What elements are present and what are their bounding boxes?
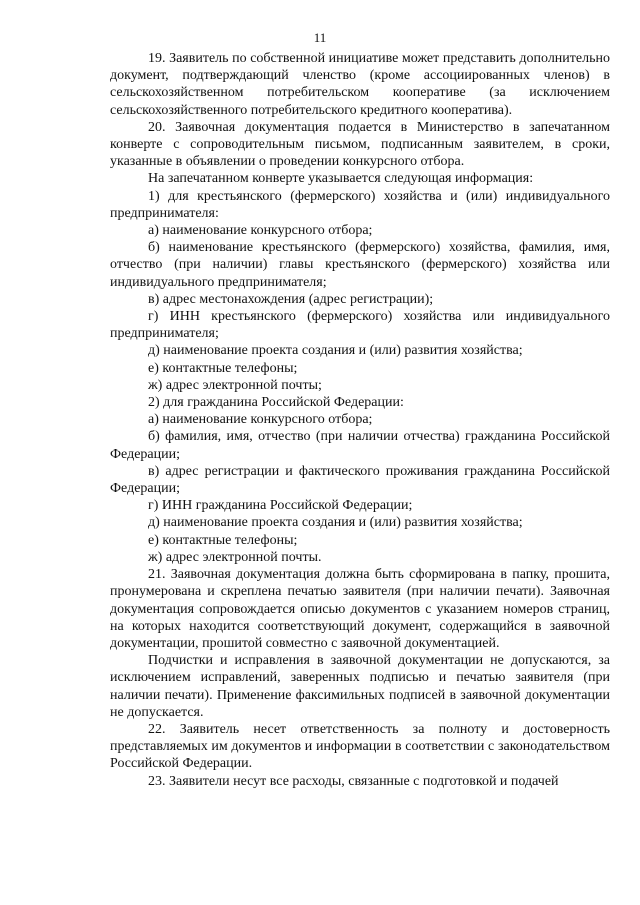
document-body bbox=[110, 50, 610, 790]
paragraph-envelope-info: На запечатанном конверте указывается следующая информация: bbox=[148, 171, 534, 187]
list-item: г) ИНН гражданина Российской Федерации; bbox=[148, 498, 413, 514]
list-item: д) наименование проекта создания и (или) развития хозяйства; bbox=[148, 343, 523, 359]
list-item: 1) для крестьянского (фермерского) хозяйства и (или) индивидуального предпринимателя: bbox=[110, 188, 610, 221]
page-number: 11 bbox=[313, 30, 327, 45]
list-item: в) адрес регистрации и фактического проживания гражданина Российской Федерации; bbox=[110, 463, 610, 497]
list-item: б) фамилия, имя, отчество (при наличии отчества) гражданина Российской Федерации; bbox=[110, 429, 610, 462]
list-item: д) наименование проекта создания и (или) развития хозяйства; bbox=[148, 515, 523, 531]
paragraph-20: 20. Заявочная документация подается в Министерство в запечатанном конверте с сопроводительным письмом, подписанным заявителем, в сроки, указанные в объявлении о проведении конкурсного отбора. bbox=[110, 119, 610, 170]
list-item: ж) адрес электронной почты; bbox=[148, 377, 322, 393]
paragraph-22: 22. Заявитель несет ответственность за полноту и достоверность представляемых им документов и информации в соответствии с законодательством Российской Федерации. bbox=[110, 721, 610, 772]
list-item: е) контактные телефоны; bbox=[148, 360, 298, 376]
list-item: е) контактные телефоны; bbox=[148, 532, 298, 548]
paragraph-19: 19. Заявитель по собственной инициативе может представить дополнительно документ, подтверждающий членство (кроме ассоциированных членов) в сельскохозяйственном потребительском кооперативе (за исключением сельскохозяйственного потребительского кредитного кооператива). bbox=[110, 51, 610, 118]
list-item: б) наименование крестьянского (фермерского) хозяйства, фамилия, имя, отчество (при наличии) главы крестьянского (фермерского) хозяйства или индивидуального предпринимателя; bbox=[110, 240, 610, 290]
list-item: в) адрес местонахождения (адрес регистрации); bbox=[148, 291, 434, 307]
paragraph-21: 21. Заявочная документация должна быть сформирована в папку, прошита, пронумерована и скреплена печатью заявителя (при наличии печати). Заявочная документация сопровождается описью документов с указанием номеров страниц, на которых находится соответствующий документ, содержащийся в заявочной документации, прошитой совместно с заявочной документацией. bbox=[110, 567, 610, 651]
list-item: а) наименование конкурсного отбора; bbox=[148, 412, 373, 428]
list-item: а) наименование конкурсного отбора; bbox=[148, 223, 373, 239]
paragraph-corrections: Подчистки и исправления в заявочной документации не допускаются, за исключением исправлений, заверенных подписью и печатью заявителя (при наличии печати). Применение факсимильных подписей в заявочной документации не допускается. bbox=[110, 653, 610, 720]
paragraph-23: 23. Заявители несут все расходы, связанные с подготовкой и подачей bbox=[148, 773, 559, 789]
list-item: 2) для гражданина Российской Федерации: bbox=[148, 395, 404, 411]
list-item: г) ИНН крестьянского (фермерского) хозяйства или индивидуального предпринимателя; bbox=[110, 309, 610, 342]
list-item: ж) адрес электронной почты. bbox=[148, 549, 322, 565]
